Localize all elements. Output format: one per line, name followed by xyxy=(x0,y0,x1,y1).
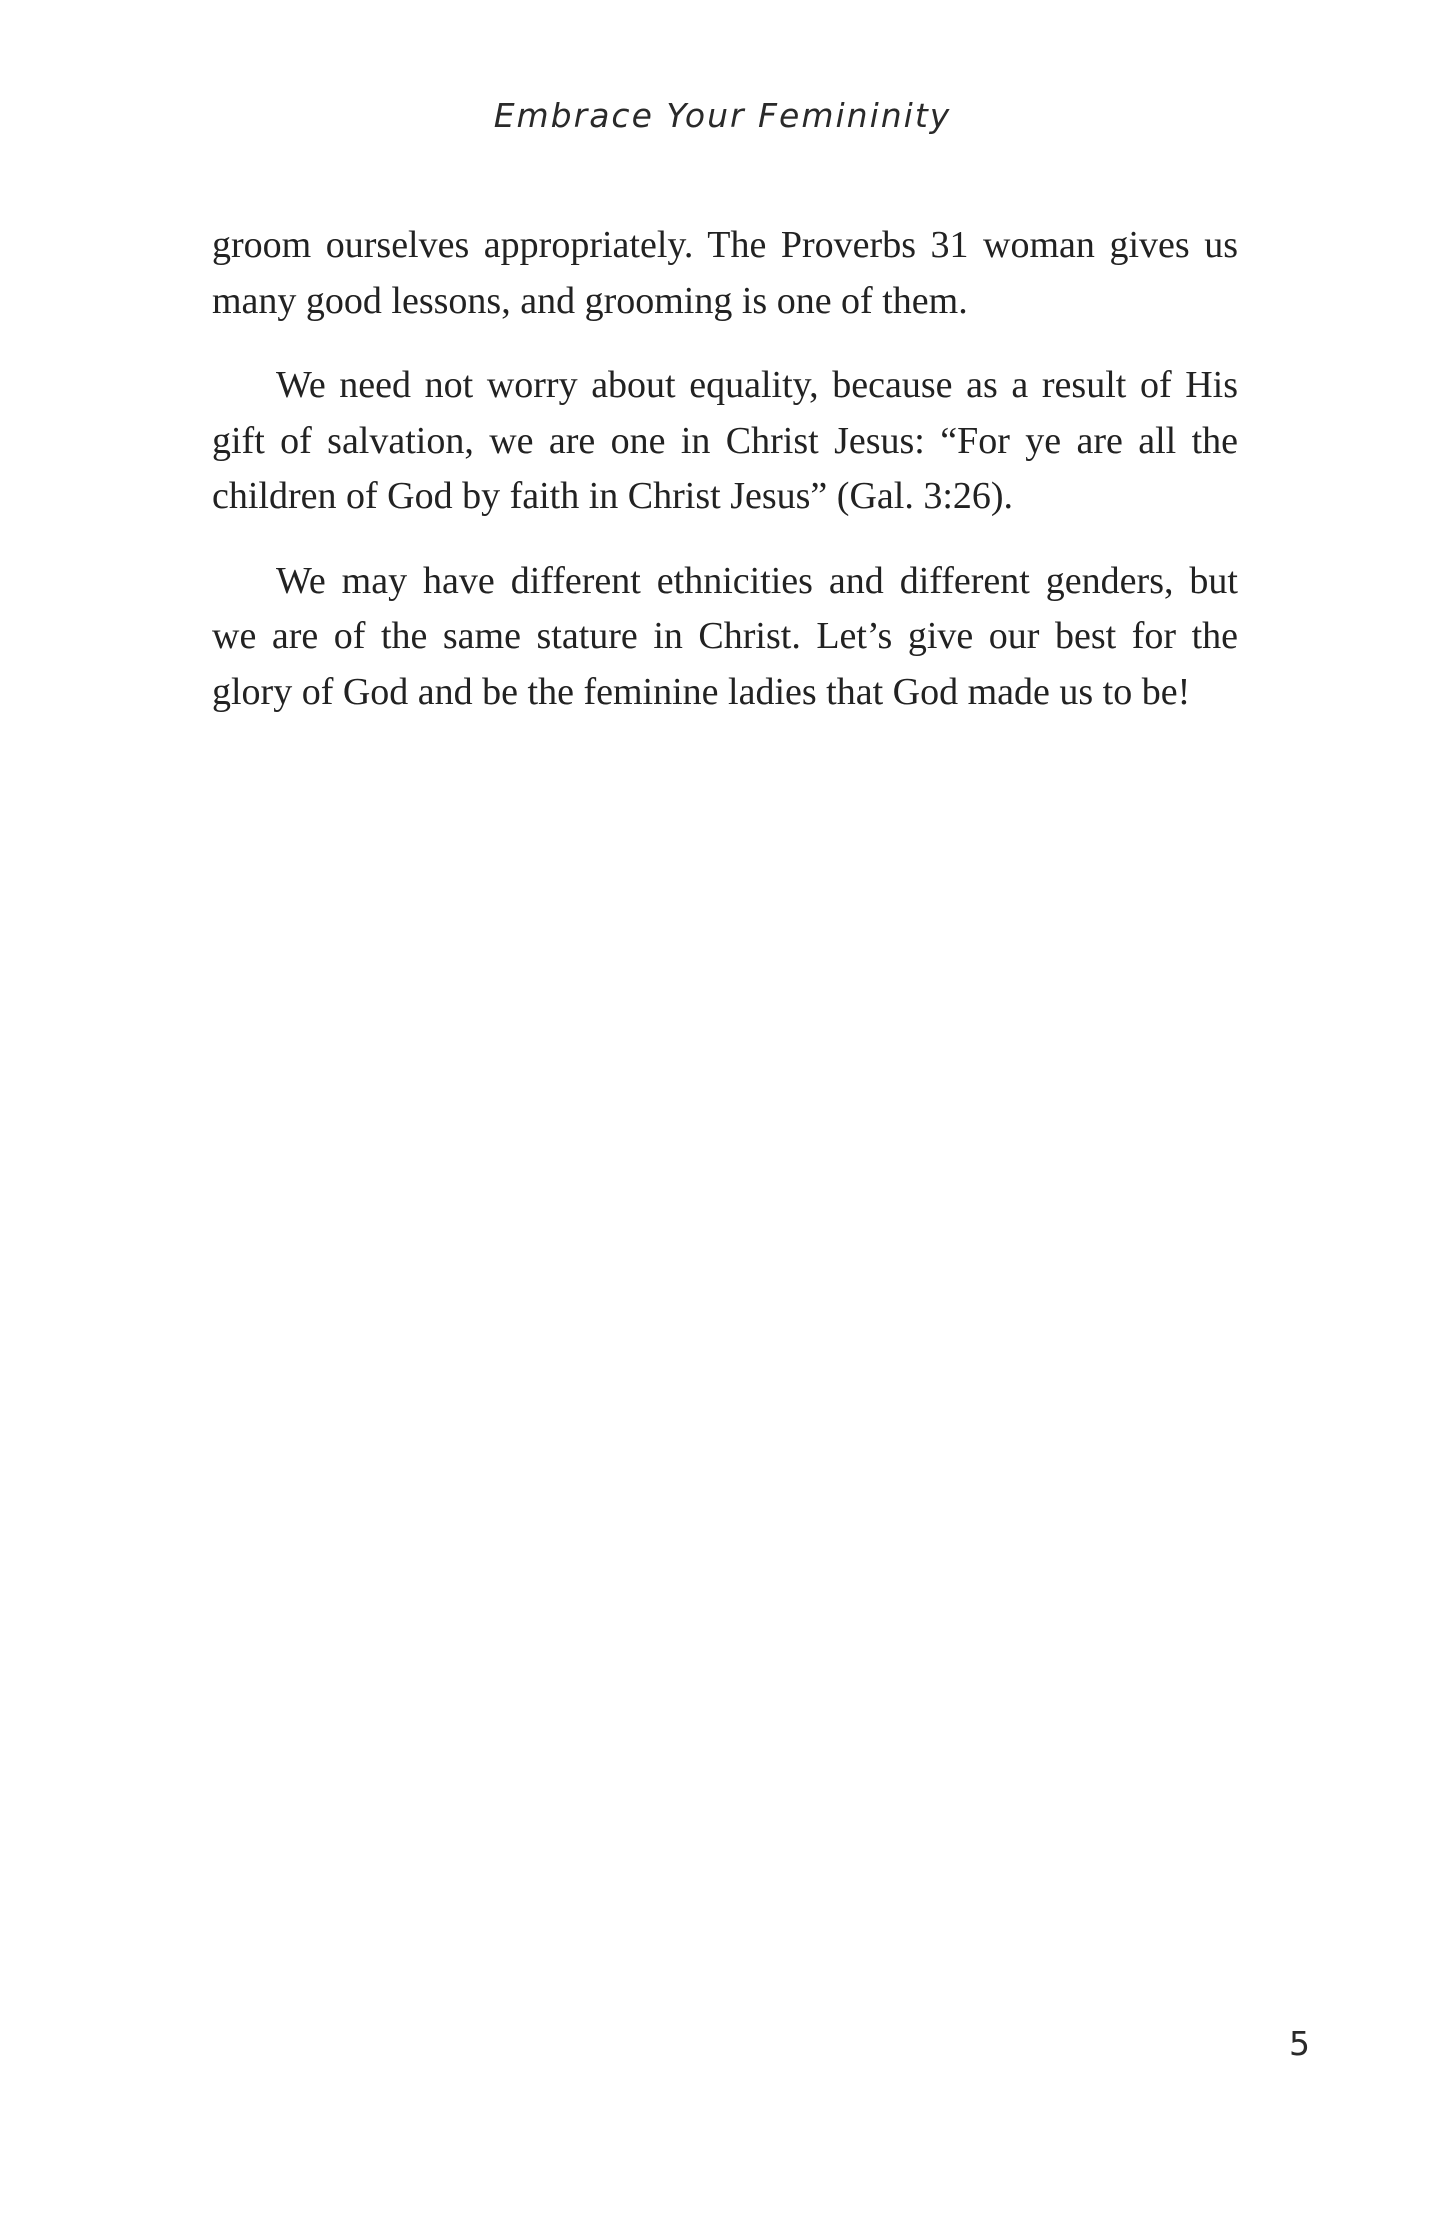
paragraph: We need not worry about equality, because as a result of His gift of salvation, we are one in Christ Jesus: “For ye are all the children of God by faith in Christ Jesus” (Gal. 3:26). xyxy=(212,364,1238,517)
body-text xyxy=(212,218,1238,749)
running-head: Embrace Your Femininity xyxy=(493,96,952,135)
paragraph: We may have different ethnicities and different genders, but we are of the same stature in Christ. Let’s give our best for the glory of God and be the feminine ladies that God made us to be! xyxy=(212,559,1238,713)
page-number: 5 xyxy=(1289,2024,1310,2063)
paragraph-continued: groom ourselves appropriately. The Proverbs 31 woman gives us many good lessons, and grooming is one of them. xyxy=(212,224,1238,322)
